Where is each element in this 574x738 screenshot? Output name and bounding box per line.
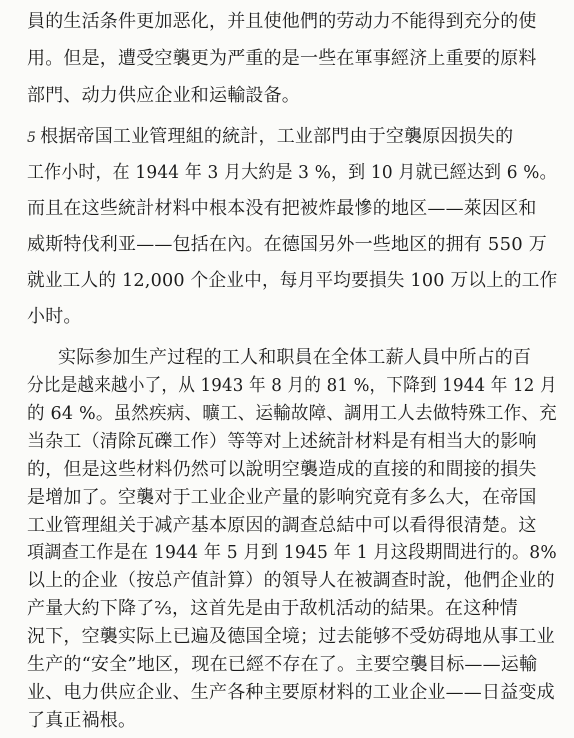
text-line: 生产的“安全”地区，现在已經不存在了。主要空襲目标——运輸 <box>27 654 538 675</box>
text-line: 威斯特伐利亚——包括在內。在德国另外一些地区的拥有 550 万 <box>27 234 547 255</box>
text-line: 是增加了。空襲对于工业企业产量的影响究竟有多么大，在帝国 <box>27 487 537 508</box>
text-line: 的，但是这些材料仍然可以說明空襲造成的直接的和間接的損失 <box>27 459 537 480</box>
text-line: 而且在这些統計材料中根本没有把被炸最慘的地区——萊因区和 <box>27 198 537 219</box>
text-line: 的 64 %。虽然疾病、曠工、运輸故障、調用工人去做特殊工作、充 <box>27 403 557 424</box>
text-line: 小时。 <box>27 306 82 327</box>
text-line: 工作小时，在 1944 年 3 月大約是 3 %，到 10 月就已經达到 6 %。 <box>27 162 557 183</box>
text-line: 分比是越来越小了，从 1943 年 8 月的 81 %，下降到 1944 年 12 月 <box>27 375 557 396</box>
text-line: 了真正禍根。 <box>27 710 137 731</box>
text-line: 实际参加生产过程的工人和职員在全体工薪人員中所占的百 <box>58 347 532 368</box>
text-line: 項調查工作是在 1944 年 5 月到 1945 年 1 月这段期間进行的。8% <box>27 542 557 563</box>
text-line: 根据帝国工业管理組的統計，工业部門由于空襲原因损失的 <box>40 126 514 147</box>
paragraph-first-line <box>27 126 557 149</box>
text-line: 产量大約下降了⅔，这首先是由于敌机活动的結果。在这种情 <box>27 598 518 619</box>
text-line: 工业管理組关于减产基本原因的調查总結中可以看得很清楚。这 <box>27 515 537 536</box>
text-line: 就业工人的 12,000 个企业中，每月平均要損失 100 万以上的工作 <box>27 270 558 291</box>
text-line: 員的生活条件更加恶化，并且使他們的劳动力不能得到充分的使 <box>27 11 537 32</box>
text-line: 用。但是，遭受空襲更为严重的是一些在軍事經济上重要的原料 <box>27 48 537 69</box>
text-line: 业、电力供应企业、生产各种主要原材料的工业企业——日益变成 <box>27 682 555 703</box>
paragraph-marker: 5 <box>27 130 37 146</box>
text-line: 部門、动力供应企业和运輸設备。 <box>27 85 300 106</box>
text-line: 況下，空襲实际上已遍及德国全境；过去能够不受妨碍地从事工业 <box>27 626 555 647</box>
text-line: 当杂工（清除瓦礫工作）等等对上述統計材料是有相当大的影响 <box>27 431 537 452</box>
text-line: 以上的企业（按总产值計算）的領导人在被調查时說，他們企业的 <box>27 570 555 591</box>
